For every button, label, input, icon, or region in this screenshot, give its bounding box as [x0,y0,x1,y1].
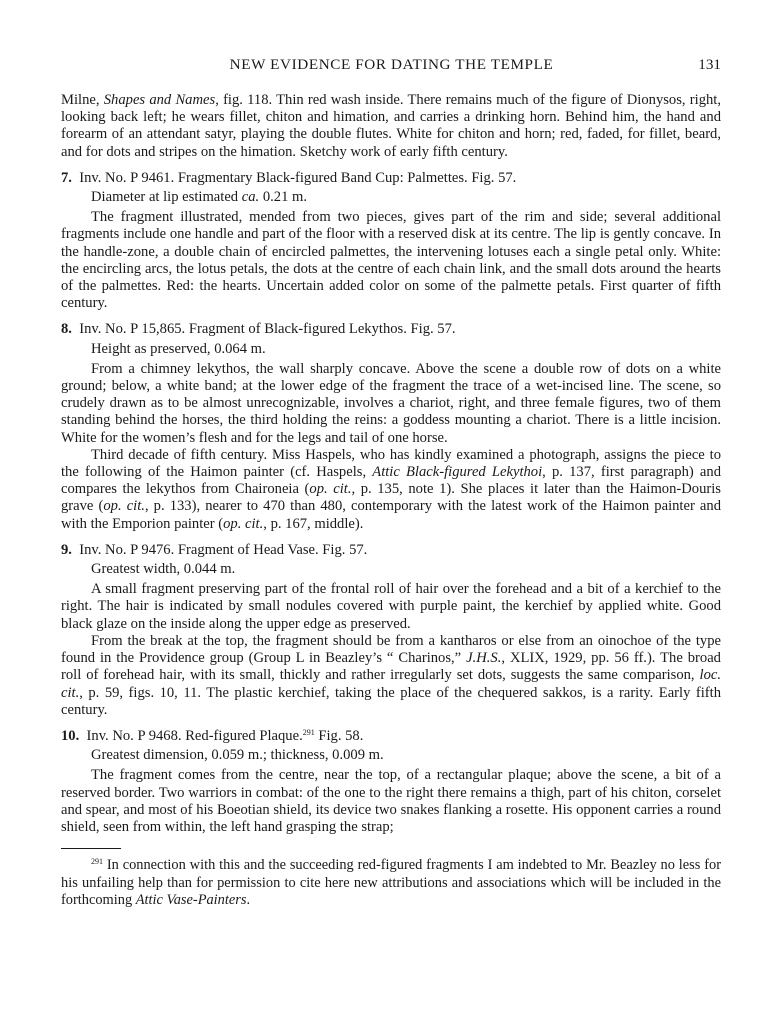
catalogue-entry-10 [61,728,721,836]
footnote-divider [61,848,121,849]
entry-commentary: From the break at the top, the fragment should be from a kantharos or else from an oinochoe of the type found in the Providence group (Group L in Beazley’s “ Charinos,” J.H.S., XLIX, 1929, pp. 56 ff.). The broad roll of forehead hair, with its small, thickly and rather irregularly set dots, suggests the same comparison, loc. cit., p. 59, figs. 10, 11. The plastic kerchief, taking the place of the chequered sakkos, is a rarity. Early fifth century. [61,632,721,718]
running-header [62,56,721,74]
entry-commentary: Third decade of fifth century. Miss Haspels, who has kindly examined a photograph, assigns the piece to the following of the Haimon painter (cf. Haspels, Attic Black-figured Lekythoi, p. 137, first paragraph) and compares the lekythos from Chaironeia (op. cit., p. 135, note 1). She places it later than the Haimon-Douris grave (op. cit., p. 133), nearer to 470 than 480, contemporary with the latest work of the Haimon painter and with the Emporion painter (op. cit., p. 167, middle). [61,446,721,532]
catalogue-entry-7 [61,170,721,313]
entry-heading: 7. Inv. No. P 9461. Fragmentary Black-figured Band Cup: Palmettes. Fig. 57. [61,169,517,186]
entry-dimensions: Greatest width, 0.044 m. [91,561,236,578]
running-title: NEW EVIDENCE FOR DATING THE TEMPLE [229,56,554,73]
entry-description: The fragment illustrated, mended from two pieces, gives part of the rim and side; several additional fragments include one handle and part of the floor with a reserved disk at its centre. The lip is gently concave. In the handle-zone, a double chain of encircled palmettes, the intervening lotuses each a single petal only. White: the encircling arcs, the lotus petals, the dots at the centre of each chain link, and the small dots around the hearts of the palmettes. Red: the hearts. Uncertain added color on some of the palmette petals. First quarter of fifth century. [61,209,721,312]
entry-dimensions: Diameter at lip estimated ca. 0.21 m. [91,189,308,206]
entry-heading: 9. Inv. No. P 9476. Fragment of Head Vase. Fig. 57. [61,541,368,558]
entry-description: From a chimney lekythos, the wall sharply concave. Above the scene a double row of dots on a white ground; below, a white band; at the lower edge of the fragment the trace of a wet-incised line. The scene, so crudely drawn as to be almost unrecognizable, involves a chariot, right, and three female figures, two of them standing behind the horses, the third holding the reins: a goddess mounting a chariot. There is a little incision. White for the women’s flesh and for the legs and tail of one horse. [61,360,721,446]
catalogue-entry-8 [61,321,721,532]
catalogue-entry-9 [61,542,721,719]
intro-paragraph: Milne, Shapes and Names, fig. 118. Thin red wash inside. There remains much of the figure of Dionysos, right, looking back left; he wears fillet, chiton and himation, and carries a drinking horn. Behind him, the hand and forearm of an attendant satyr, playing the double flutes. White for chiton and horn; red, faded, for fillet, beard, and for dots and stripes on the himation. Sketchy work of early fifth century. [61,92,721,160]
entry-dimensions: Greatest dimension, 0.059 m.; thickness, 0.009 m. [91,747,384,764]
main-text [61,92,721,909]
page-number: 131 [698,56,721,73]
footnote: $^{291}$ In connection with this and the succeeding red-figured fragments I am indebted to Mr. Beazley no less for his unfailing help than for permission to cite here new attributions and associations which will be included in the forthcoming Attic Vase-Painters. [61,857,721,908]
entry-number: 9. [61,541,72,558]
footnote-reference[interactable]: 291 [302,727,315,737]
entry-heading: 10. Inv. No. P 9468. Red-figured Plaque.$^{291}$ Fig. 58. [61,727,364,744]
entry-description: A small fragment preserving part of the frontal roll of hair over the forehead and a bit of a kerchief to the right. The hair is indicated by small nodules covered with purple paint, the kerchief by applied white. Good black glaze on the inside along the upper edge as preserved. [61,581,721,632]
entry-description: The fragment comes from the centre, near the top, of a rectangular plaque; above the scene, a bit of a reserved border. Two warriors in combat: of the one to the right there remains a thigh, part of his chiton, corselet and spear, and most of his Boeotian shield, its device two snakes flanking a rosette. His opponent carries a round shield, seen from within, the left hand grasping the strap; [61,767,721,835]
entry-number: 7. [61,169,72,186]
entry-number: 8. [61,321,72,338]
entry-dimensions: Height as preserved, 0.064 m. [91,340,266,357]
footnote-number: 291 [91,857,103,867]
entry-number: 10. [61,727,80,744]
entry-heading: 8. Inv. No. P 15,865. Fragment of Black-figured Lekythos. Fig. 57. [61,321,456,338]
